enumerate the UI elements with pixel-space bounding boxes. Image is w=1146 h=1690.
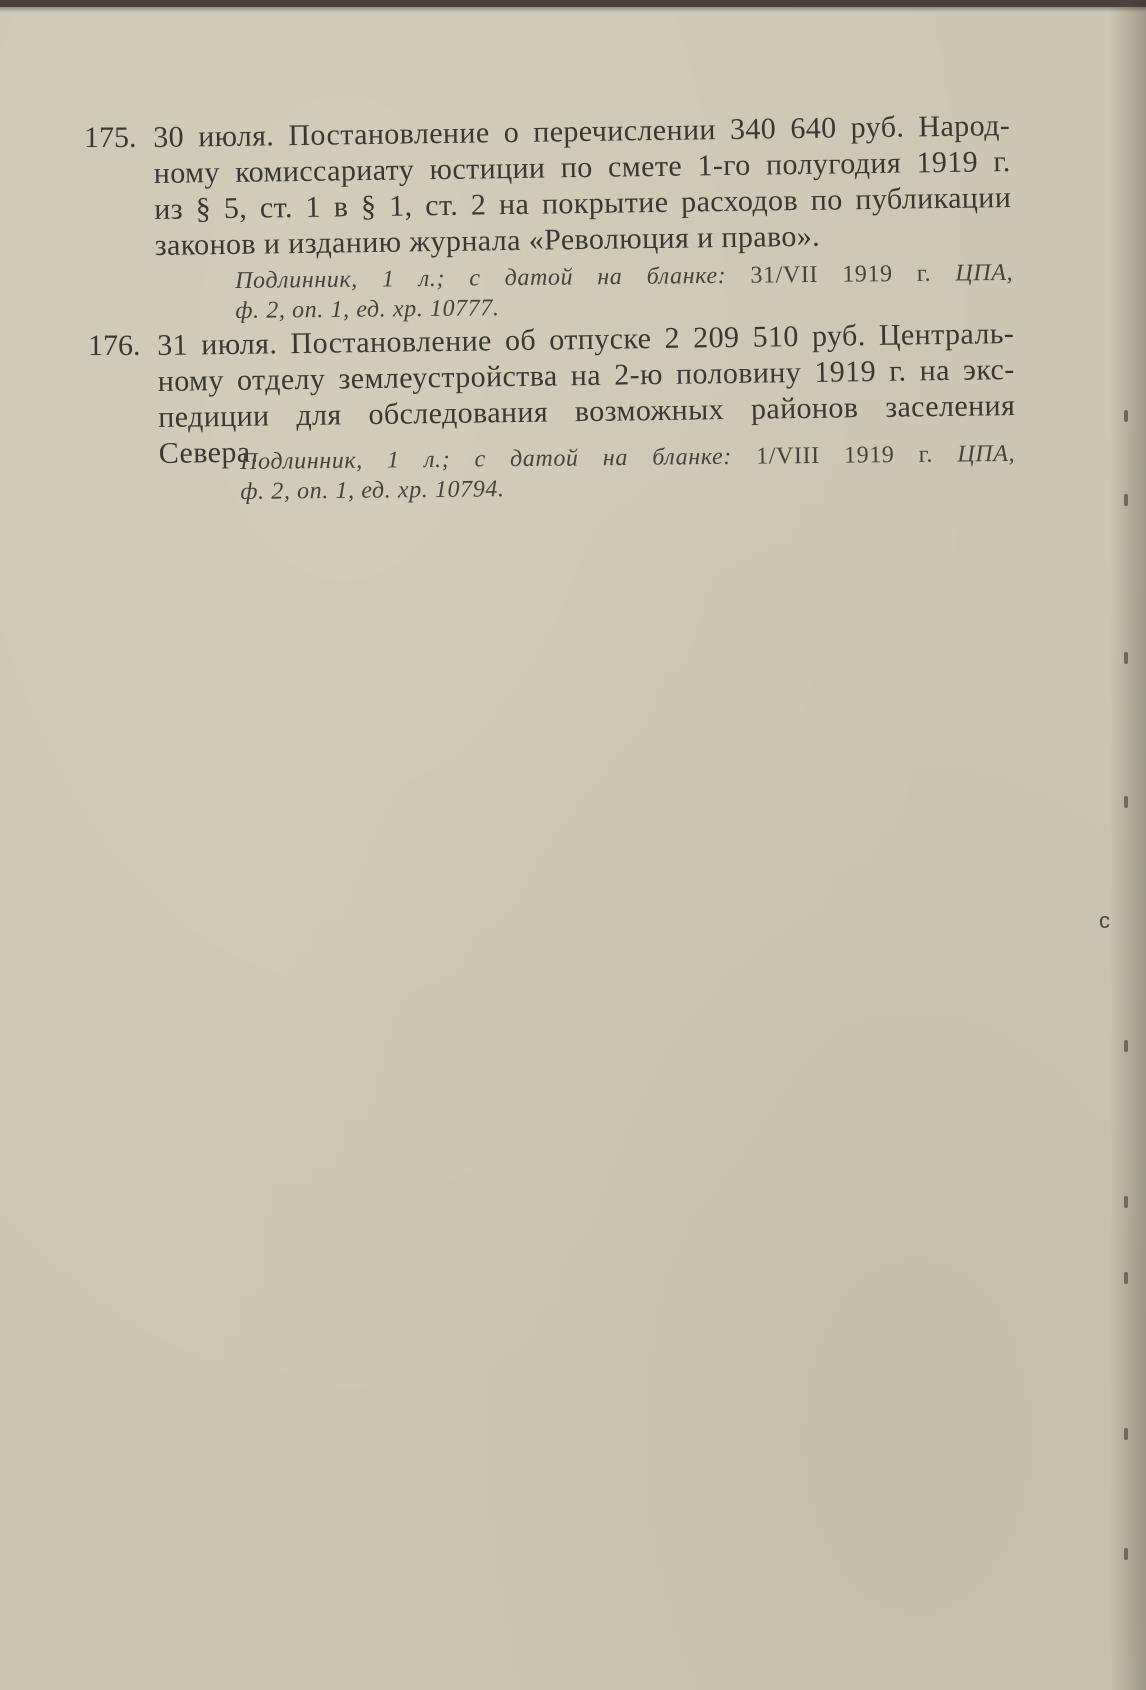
source-note (240, 439, 1016, 507)
source-reference: ф. 2, оп. 1, ед. хр. 10794. (240, 476, 505, 505)
entry-line: педиции для обследования возможных районов заселения (158, 389, 1016, 434)
binding-stitch-mark (1124, 1196, 1128, 1208)
binding-stitch-mark (1124, 1272, 1128, 1284)
entry-line: ному отделу землеустройства на 2-ю половину 1919 г. на экс- (157, 353, 1015, 398)
entry-line: 31 июля. Постановление об отпуске 2 209 510 руб. Централь- (157, 317, 1015, 362)
entry-line: законов и изданию журнала «Революция и право». (154, 219, 821, 262)
binding-stitch-mark (1124, 1040, 1128, 1052)
entry-line: ному комиссариату юстиции по смете 1-го полугодия 1919 г. (153, 145, 1011, 190)
entry-line: Севера. (158, 435, 259, 470)
source-date: 31/VII 1919 г. (750, 260, 932, 289)
binding-shadow (1110, 0, 1146, 1690)
binding-stitch-mark (1124, 1428, 1128, 1440)
source-archive: ЦПА, (955, 259, 1014, 287)
entry-number: 176. (88, 329, 141, 362)
entry-line: 30 июля. Постановление о перечислении 340 640 руб. Народ- (153, 109, 1011, 154)
source-archive: ЦПА, (957, 440, 1016, 468)
binding-stitch-mark (1124, 1548, 1128, 1560)
source-note (235, 258, 1014, 326)
source-label: Подлинник, 1 л.; с датой на бланке: (235, 262, 727, 294)
entry-number: 175. (84, 121, 137, 154)
entry-line: из § 5, ст. 1 в § 1, ст. 2 на покрытие расходов по публикации (154, 181, 1012, 226)
source-reference: ф. 2, оп. 1, ед. хр. 10777. (235, 295, 500, 324)
source-date: 1/VIII 1919 г. (756, 441, 934, 470)
binding-stitch-mark (1124, 410, 1128, 422)
binding-stitch-mark (1124, 796, 1128, 808)
binding-stitch-mark (1124, 652, 1128, 664)
page-top-edge (0, 0, 1146, 7)
source-label: Подлинник, 1 л.; с датой на бланке: (240, 443, 733, 475)
binding-stitch-mark (1124, 494, 1128, 506)
entry-text (153, 108, 1012, 264)
margin-mark: с (1099, 908, 1110, 933)
